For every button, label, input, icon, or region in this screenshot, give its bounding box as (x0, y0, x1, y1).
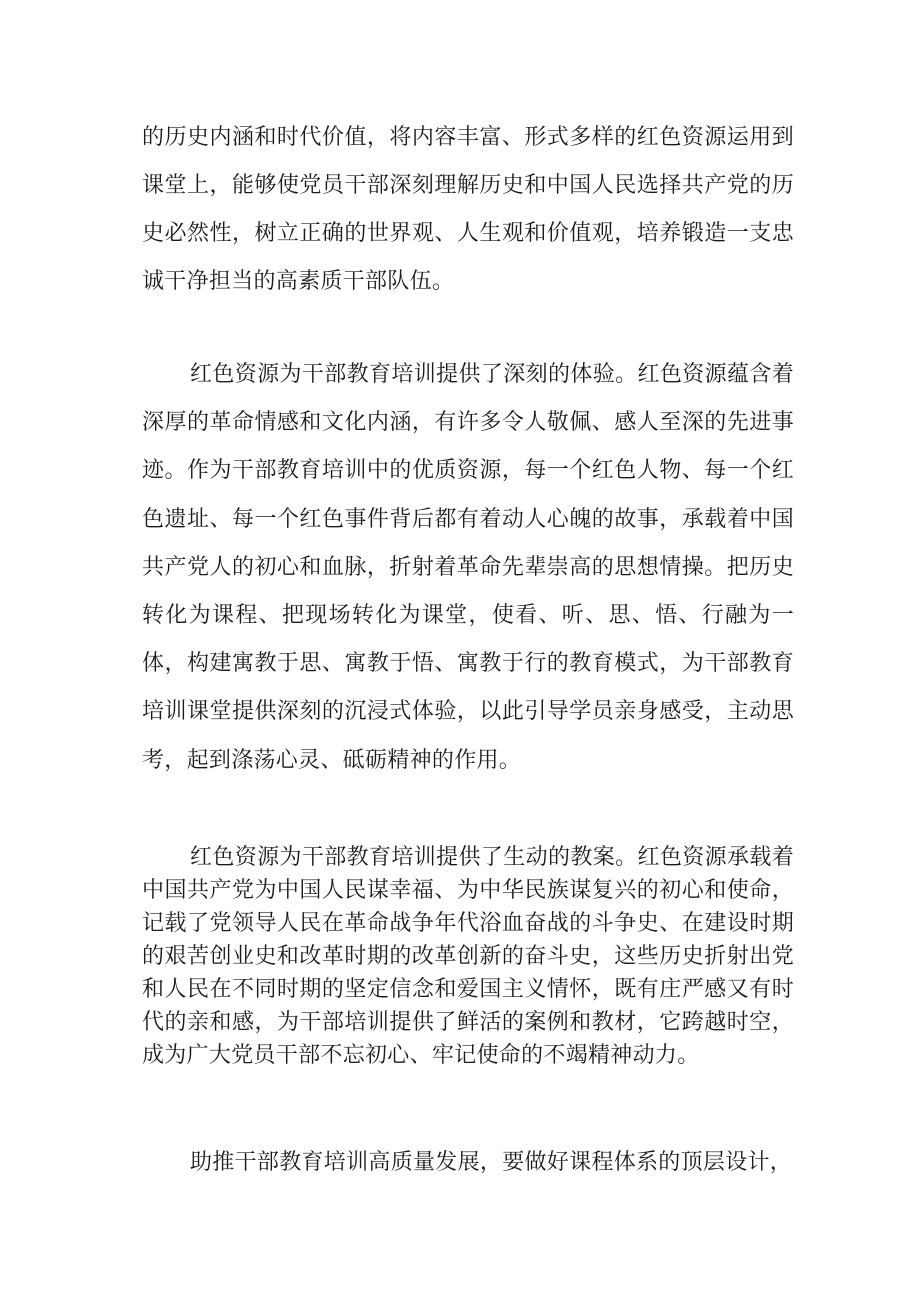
paragraph-high-quality-development: 助推干部教育培训高质量发展，要做好课程体系的顶层设计， (190, 1150, 793, 1175)
paragraph-continuation: 的历史内涵和时代价值，将内容丰富、形式多样的红色资源运用到课堂上，能够使党员干部深刻理解历史和中国人民选择共产党的历史必然性，树立正确的世界观、人生观和价值观，培养锻造一支忠诚干净担当的高素质干部队伍。 (142, 125, 794, 294)
paragraph-teaching-plan: 红色资源为干部教育培训提供了生动的教案。红色资源承载着中国共产党为中国人民谋幸福、为中华民族谋复兴的初心和使命，记载了党领导人民在革命战争年代浴血奋战的斗争史、在建设时期的艰苦创业史和改革时期的改革创新的奋斗史，这些历史折射出党和人民在不同时期的坚定信念和爱国主义情怀，既有庄严感又有时代的亲和感，为干部培训提供了鲜活的案例和教材，它跨越时空，成为广大党员干部不忘初心、牢记使命的不竭精神动力。 (142, 845, 794, 1068)
paragraph-experience: 红色资源为干部教育培训提供了深刻的体验。红色资源蕴含着深厚的革命情感和文化内涵，有许多令人敬佩、感人至深的先进事迹。作为干部教育培训中的优质资源，每一个红色人物、每一个红色遗址、每一个红色事件背后都有着动人心魄的故事，承载着中国共产党人的初心和血脉，折射着革命先辈崇高的思想情操。把历史转化为课程、把现场转化为课堂，使看、听、思、悟、行融为一体，构建寓教于思、寓教于悟、寓教于行的教育模式，为干部教育培训课堂提供深刻的沉浸式体验，以此引导学员亲身感受，主动思考，起到涤荡心灵、砥砺精神的作用。 (142, 362, 794, 773)
